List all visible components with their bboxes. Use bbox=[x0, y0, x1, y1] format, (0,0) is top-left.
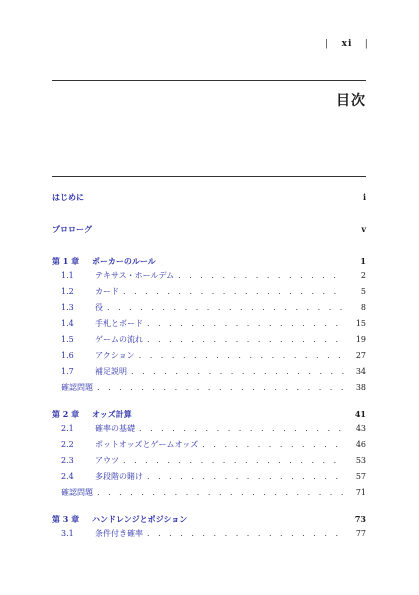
dot-leader bbox=[97, 383, 344, 392]
dot-leader bbox=[147, 319, 344, 328]
dot-leader bbox=[139, 424, 344, 433]
table-of-contents bbox=[52, 192, 366, 544]
page-title: 目次 bbox=[336, 93, 366, 109]
toc-review-1[interactable]: 確認問題 . . . 38 bbox=[52, 382, 366, 398]
toc-review-2[interactable]: 確認問題 . . . 71 bbox=[52, 487, 366, 503]
toc-chapter-2[interactable]: 第 2 章 オッズ計算 41 bbox=[52, 409, 366, 419]
page-number: xi bbox=[341, 39, 353, 49]
toc-section-1-6[interactable]: 1.6 アクション . . . 27 bbox=[52, 350, 366, 366]
dot-leader bbox=[147, 335, 344, 344]
toc-entry-prologue[interactable]: プロローグ v bbox=[52, 224, 366, 234]
toc-section-1-1[interactable]: 1.1 テキサス・ホールデム . . . 2 bbox=[52, 270, 366, 286]
toc-section-1-3[interactable]: 1.3 役 . . . 8 bbox=[52, 302, 366, 318]
dot-leader bbox=[107, 303, 344, 312]
title-top-rule bbox=[52, 80, 366, 81]
dot-leader bbox=[147, 529, 344, 538]
dot-leader bbox=[178, 271, 344, 280]
title-bottom-rule bbox=[52, 176, 366, 177]
toc-section-2-4[interactable]: 2.4 多段階の賭け . . . 57 bbox=[52, 471, 366, 487]
toc-section-2-1[interactable]: 2.1 確率の基礎 . . . 43 bbox=[52, 423, 366, 439]
dot-leader bbox=[97, 488, 344, 497]
toc-section-2-2[interactable]: 2.2 ポットオッズとゲームオッズ . . . 46 bbox=[52, 439, 366, 455]
running-header-page-number: | xi | bbox=[325, 39, 369, 49]
toc-section-3-1[interactable]: 3.1 条件付き確率 . . . 77 bbox=[52, 528, 366, 544]
toc-section-1-2[interactable]: 1.2 カード . . . 5 bbox=[52, 286, 366, 302]
toc-entry-preface[interactable]: はじめに i bbox=[52, 192, 366, 202]
toc-section-1-7[interactable]: 1.7 補足説明 . . . 34 bbox=[52, 366, 366, 382]
dot-leader bbox=[139, 351, 344, 360]
dot-leader bbox=[123, 287, 344, 296]
toc-section-1-4[interactable]: 1.4 手札とボード . . . 15 bbox=[52, 318, 366, 334]
dot-leader bbox=[123, 456, 344, 465]
dot-leader bbox=[202, 440, 344, 449]
dot-leader bbox=[131, 367, 344, 376]
toc-section-1-5[interactable]: 1.5 ゲームの流れ . . . 19 bbox=[52, 334, 366, 350]
toc-chapter-1[interactable]: 第 1 章 ポーカーのルール 1 bbox=[52, 256, 366, 266]
toc-chapter-3[interactable]: 第 3 章 ハンドレンジとポジション 73 bbox=[52, 514, 366, 524]
toc-section-2-3[interactable]: 2.3 アウツ . . . 53 bbox=[52, 455, 366, 471]
dot-leader bbox=[147, 472, 344, 481]
